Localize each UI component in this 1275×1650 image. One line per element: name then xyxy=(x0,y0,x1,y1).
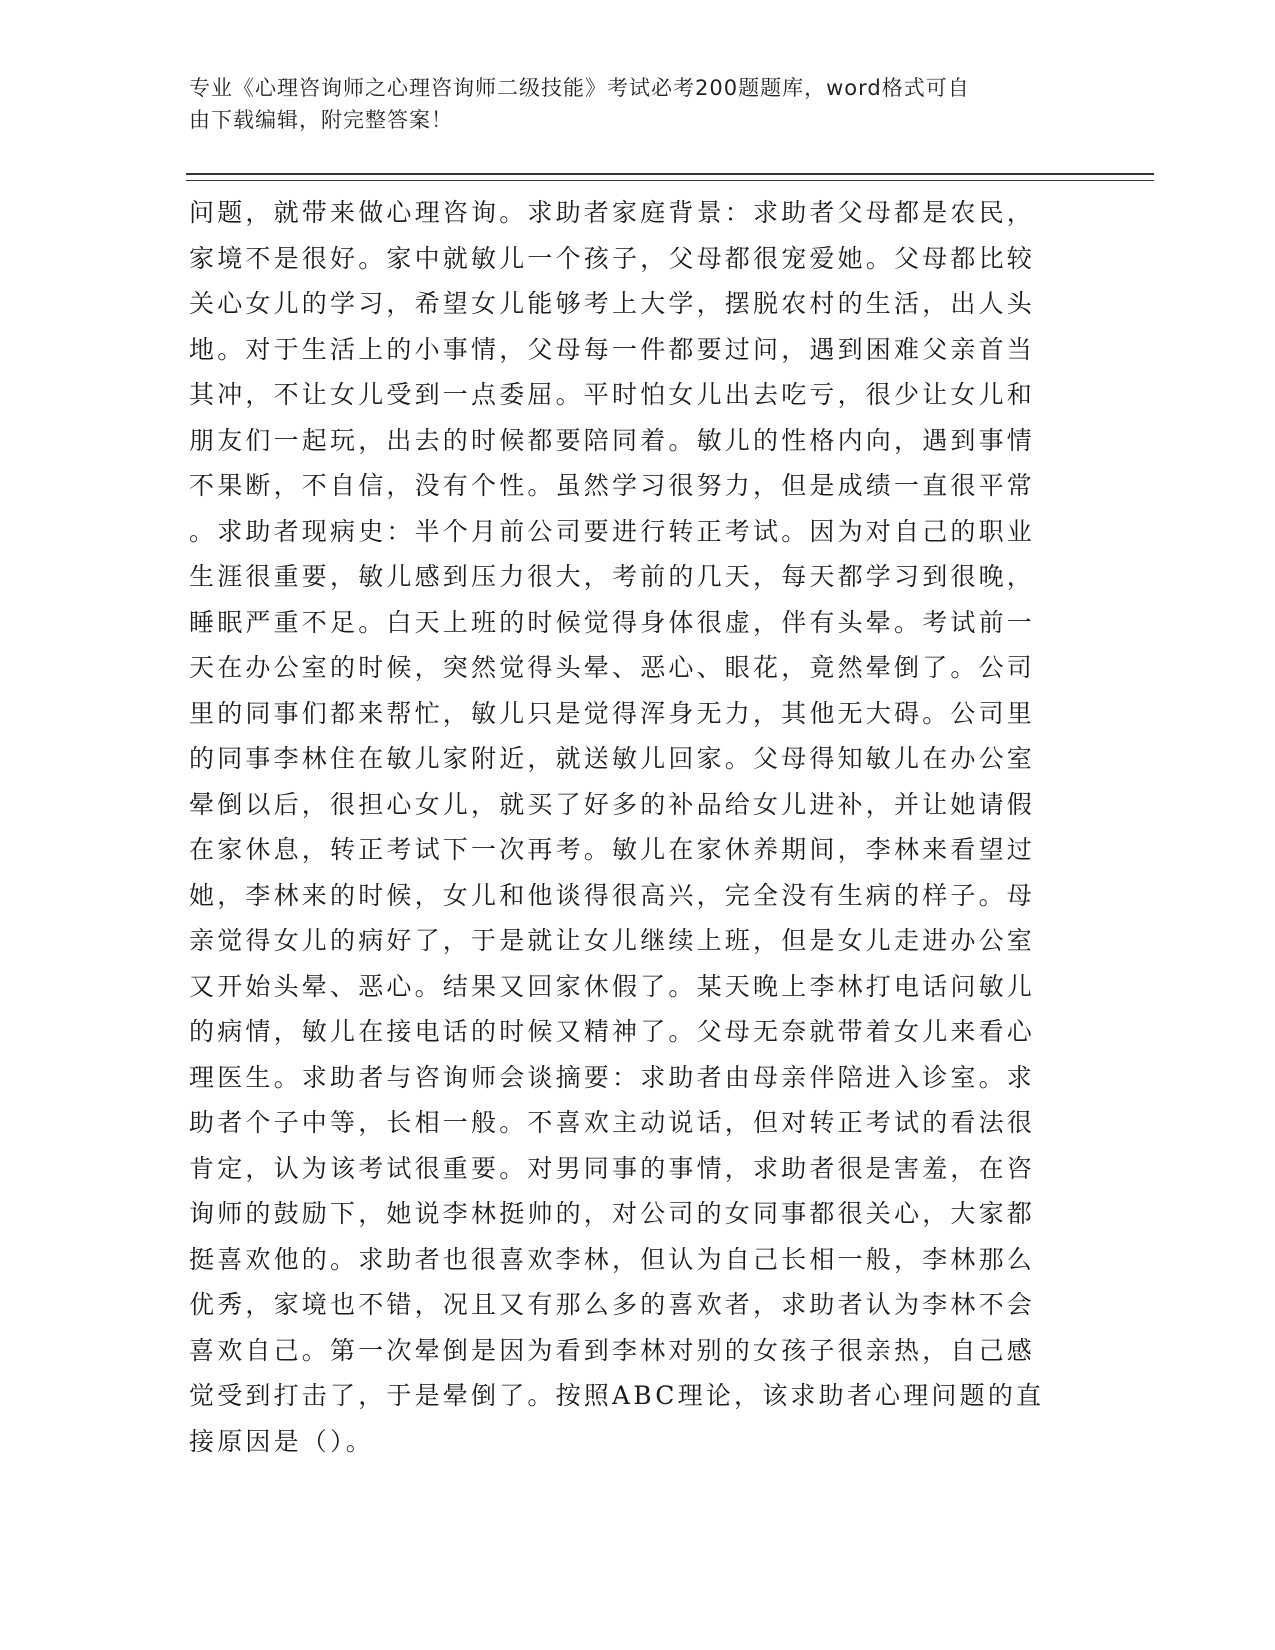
body-text-line: 接原因是（）。 xyxy=(189,1426,374,1456)
header-divider-thick xyxy=(186,173,1154,175)
body-text-line: 晕倒以后，很担心女儿，就买了好多的补品给女儿进补，并让她请假 xyxy=(189,789,1036,819)
body-text-line: 亲觉得女儿的病好了，于是就让女儿继续上班，但是女儿走进办公室 xyxy=(189,926,1036,955)
body-text-line: 地。对于生活上的小事情，父母每一件都要过问，遇到困难父亲首当 xyxy=(189,334,1036,364)
body-text-line: 关心女儿的学习，希望女儿能够考上大学，摆脱农村的生活，出人头 xyxy=(189,289,1036,318)
body-text-line: 又开始头晕、恶心。结果又回家休假了。某天晚上李林打电话问敏儿 xyxy=(189,971,1036,1001)
body-text-line: 在家休息，转正考试下一次再考。敏儿在家休养期间，李林来看望过 xyxy=(189,835,1036,864)
body-text-line: 她，李林来的时候，女儿和他谈得很高兴，完全没有生病的样子。母 xyxy=(189,880,1036,910)
body-text-line: 朋友们一起玩，出去的时候都要陪同着。敏儿的性格内向，遇到事情 xyxy=(189,425,1036,455)
body-text-line: 问题，就带来做心理咨询。求助者家庭背景：求助者父母都是农民， xyxy=(189,198,1036,227)
body-text xyxy=(189,190,1069,1464)
body-text-line: 家境不是很好。家中就敏儿一个孩子，父母都很宠爱她。父母都比较 xyxy=(189,243,1036,273)
body-text-line: 觉受到打击了，于是晕倒了。按照ABC理论，该求助者心理问题的直 xyxy=(189,1381,1045,1410)
header-divider-thin xyxy=(186,180,1154,181)
body-text-line: 的同事李林住在敏儿家附近，就送敏儿回家。父母得知敏儿在办公室 xyxy=(189,744,1036,773)
body-text-line: 理医生。求助者与咨询师会谈摘要：求助者由母亲伴陪进入诊室。求 xyxy=(189,1062,1036,1092)
body-text-line: 其冲，不让女儿受到一点委屈。平时怕女儿出去吃亏，很少让女儿和 xyxy=(189,380,1036,409)
body-text-line: 里的同事们都来帮忙，敏儿只是觉得浑身无力，其他无大碍。公司里 xyxy=(189,698,1036,728)
body-text-line: 询师的鼓励下，她说李林挺帅的，对公司的女同事都很关心，大家都 xyxy=(189,1199,1036,1228)
header-title-line-1: 专业《心理咨询师之心理咨询师二级技能》考试必考200题题库，word格式可自 xyxy=(189,76,970,100)
body-text-line: 。求助者现病史：半个月前公司要进行转正考试。因为对自己的职业 xyxy=(189,516,1036,546)
body-text-line: 优秀，家境也不错，况且又有那么多的喜欢者，求助者认为李林不会 xyxy=(189,1290,1036,1319)
body-text-line: 挺喜欢他的。求助者也很喜欢李林，但认为自己长相一般，李林那么 xyxy=(189,1244,1036,1274)
page-header xyxy=(189,72,1069,136)
body-text-line: 生涯很重要，敏儿感到压力很大，考前的几天，每天都学习到很晚， xyxy=(189,562,1036,591)
body-text-line: 的病情，敏儿在接电话的时候又精神了。父母无奈就带着女儿来看心 xyxy=(189,1017,1036,1046)
body-text-line: 助者个子中等，长相一般。不喜欢主动说话，但对转正考试的看法很 xyxy=(189,1108,1036,1137)
header-title-line-2: 由下载编辑，附完整答案！ xyxy=(189,108,453,132)
body-text-line: 睡眠严重不足。白天上班的时候觉得身体很虚，伴有头晕。考试前一 xyxy=(189,607,1036,637)
body-text-line: 肯定，认为该考试很重要。对男同事的事情，求助者很是害羞，在咨 xyxy=(189,1153,1036,1183)
body-text-line: 天在办公室的时候，突然觉得头晕、恶心、眼花，竟然晕倒了。公司 xyxy=(189,653,1036,682)
body-text-line: 不果断，不自信，没有个性。虽然学习很努力，但是成绩一直很平常 xyxy=(189,471,1036,500)
body-text-line: 喜欢自己。第一次晕倒是因为看到李林对别的女孩子很亲热，自己感 xyxy=(189,1335,1036,1365)
